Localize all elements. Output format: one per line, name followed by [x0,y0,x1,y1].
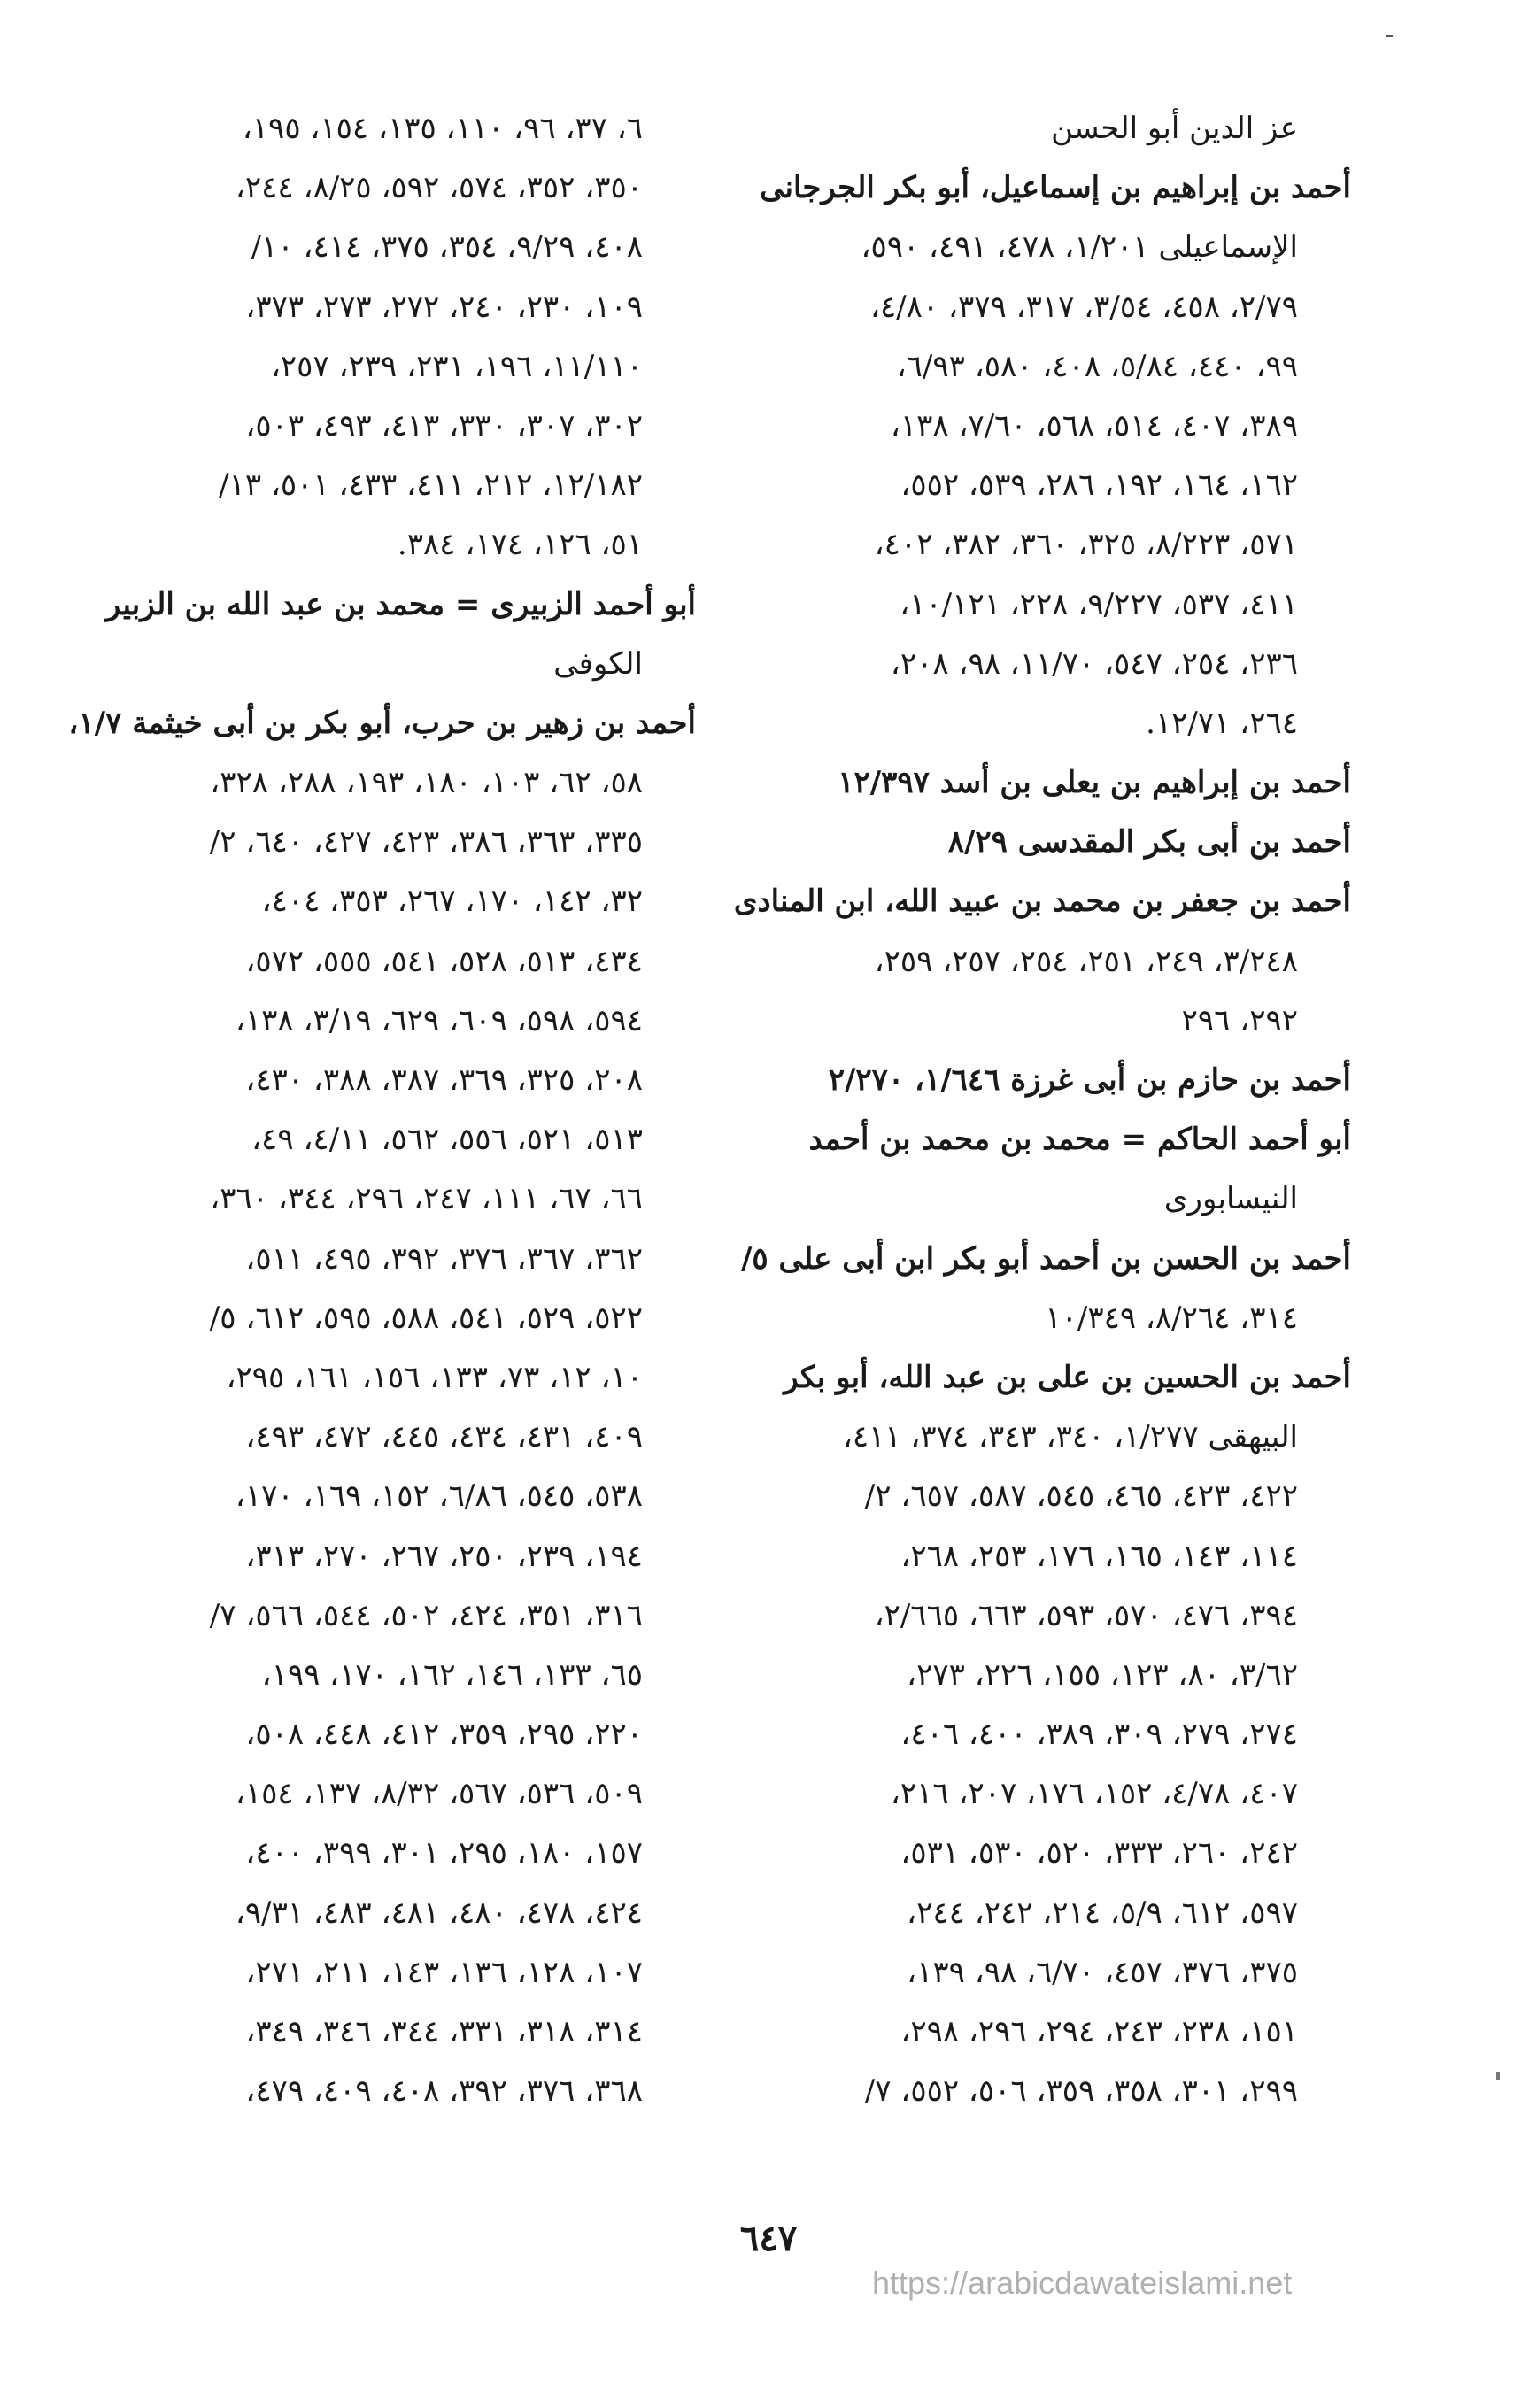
index-entry-line: ١١/١١٠، ١٩٦، ٢٣١، ٢٣٩، ٢٥٧، [270,348,643,384]
index-entry-heading: أبو أحمد الزبيرى = محمد بن عبد الله بن الزبير [105,586,696,622]
index-entry-line: ١٥٧، ١٨٠، ٢٩٥، ٣٠١، ٣٩٩، ٤٠٠، [245,1835,643,1872]
index-entry-line: ٥٢٢، ٥٢٩، ٥٤١، ٥٨٨، ٥٩٥، ٦١٢، ٥/ [209,1300,643,1336]
index-entry-line: ٢٦٤، ١٢/٧١. [1146,705,1298,741]
index-entry-line: ٥٠٩، ٥٣٦، ٥٦٧، ٨/٣٢، ١٣٧، ١٥٤، [235,1776,643,1812]
index-entry-line: ٤٠٧، ٤/٧٨، ١٥٢، ١٧٦، ٢٠٧، ٢١٦، [890,1776,1298,1812]
index-entry-line: ٥١، ١٢٦، ١٧٤، ٣٨٤. [397,527,643,563]
index-entry-line: الكوفى [553,645,643,682]
index-entry-line: ٥٩٤، ٥٩٨، ٦٠٩، ٦٢٩، ٣/١٩، ١٣٨، [235,1002,643,1038]
index-entry-heading: أحمد بن زهير بن حرب، أبو بكر بن أبى خيثمة ١/٧، [68,705,696,741]
index-entry-line: ١٠٧، ١٢٨، ١٣٦، ١٤٣، ٢١١، ٢٧١، [245,1954,643,1990]
index-entry-line: ٤١١، ٥٣٧، ٩/٢٢٧، ٢٢٨، ١٠/١٢١، [900,586,1298,622]
index-entry-line: ٣٢، ١٤٢، ١٧٠، ٢٦٧، ٣٥٣، ٤٠٤، [261,884,643,920]
index-entry-line: ٣٣٥، ٣٦٣، ٣٨٦، ٤٢٣، ٤٢٧، ٦٤٠، ٢/ [209,824,643,861]
index-entry-line: ١٠، ١٢، ٧٣، ١٣٣، ١٥٦، ١٦١، ٢٩٥، [226,1359,643,1395]
index-column-right [733,99,1351,2121]
index-entry-heading: أحمد بن الحسن بن أحمد أبو بكر ابن أبى على ٥/ [740,1240,1351,1277]
index-entry-line: ٣٦٨، ٣٧٦، ٣٩٢، ٤٠٨، ٤٠٩، ٤٧٩، [245,2073,643,2110]
index-entry-line: ٤٠٨، ٩/٢٩، ٣٥٤، ٣٧٥، ٤١٤، ١٠/ [251,229,643,266]
index-entry-line: ٦، ٣٧، ٩٦، ١١٠، ١٣٥، ١٥٤، ١٩٥، [242,111,643,146]
index-entry-line: ٢٢٠، ٢٩٥، ٣٥٩، ٤١٢، ٤٤٨، ٥٠٨، [245,1717,643,1753]
index-entry-line: ٣١٦، ٣٥١، ٤٢٤، ٥٠٢، ٥٤٤، ٥٦٦، ٧/ [209,1597,643,1633]
index-entry-heading: أبو أحمد الحاكم = محمد بن محمد بن أحمد [808,1122,1351,1158]
index-entry-heading: أحمد بن الحسين بن على بن عبد الله، أبو بكر [784,1359,1351,1395]
index-entry-line: ١٢/١٨٢، ٢١٢، ٤١١، ٤٣٣، ٥٠١، ١٣/ [219,467,643,504]
index-entry-heading: أحمد بن حازم بن أبى غرزة ١/٦٤٦، ٢/٢٧٠ [828,1062,1351,1098]
index-entry-line: ٣٠٢، ٣٠٧، ٣٣٠، ٤١٣، ٤٩٣، ٥٠٣، [245,407,643,444]
index-entry-line: ٩٩، ٤٤٠، ٥/٨٤، ٤٠٨، ٥٨٠، ٦/٩٣، [896,348,1298,384]
index-entry-line: ٤٢٢، ٤٢٣، ٤٦٥، ٥٤٥، ٥٨٧، ٦٥٧، ٢/ [864,1478,1298,1515]
index-entry-line: ٣/٢٤٨، ٢٤٩، ٢٥١، ٢٥٤، ٢٥٧، ٢٥٩، [874,943,1298,979]
index-entry-line: ٥٩٧، ٦١٢، ٥/٩، ٢١٤، ٢٤٢، ٢٤٤، [907,1895,1298,1931]
index-entry-line: ١٠٩، ٢٣٠، ٢٤٠، ٢٧٢، ٢٧٣، ٣٧٣، [245,289,643,325]
index-entry-line: ١٦٢، ١٦٤، ١٩٢، ٢٨٦، ٥٣٩، ٥٥٢، [900,467,1298,504]
index-entry-line: البيهقى ١/٢٧٧، ٣٤٠، ٣٤٣، ٣٧٤، ٤١١، [842,1419,1298,1455]
index-entry-line: ٤٢٤، ٤٧٨، ٤٨٠، ٤٨١، ٤٨٣، ٩/٣١، [235,1895,643,1931]
index-entry-line: ٢٤٢، ٢٦٠، ٣٣٣، ٥٢٠، ٥٣٠، ٥٣١، [900,1835,1298,1872]
index-entry-line: ٥٧١، ٨/٢٢٣، ٣٢٥، ٣٦٠، ٣٨٢، ٤٠٢، [874,527,1298,563]
index-entry-line: ٣٩٤، ٤٧٦، ٥٧٠، ٥٩٣، ٦٦٣، ٢/٦٦٥، [874,1597,1298,1633]
index-entry-line: ٥٣٨، ٥٤٥، ٦/٨٦، ١٥٢، ١٦٩، ١٧٠، [235,1478,643,1515]
index-entry-line: ٢٩٢، ٢٩٦ [1181,1002,1298,1038]
index-entry-heading: أحمد بن جعفر بن محمد بن عبيد الله، ابن المنادى [733,884,1351,920]
index-entry-line: ٣٥٠، ٣٥٢، ٥٧٤، ٥٩٢، ٨/٢٥، ٢٤٤، [235,170,643,206]
index-entry-line: ٥٨، ٦٢، ١٠٣، ١٨٠، ١٩٣، ٢٨٨، ٣٢٨، [210,765,643,801]
index-column-left [68,99,696,2121]
scan-mark [1386,35,1393,37]
index-entry-line: الإسماعيلى ١/٢٠١، ٤٧٨، ٤٩١، ٥٩٠، [861,229,1298,266]
index-entry-heading: أحمد بن إبراهيم بن يعلى بن أسد ١٢/٣٩٧ [838,765,1351,801]
index-entry-line: ١٩٤، ٢٣٩، ٢٥٠، ٢٦٧، ٢٧٠، ٣١٣، [245,1538,643,1574]
index-entry-line: ٦٦، ٦٧، ١١١، ٢٤٧، ٢٩٦، ٣٤٤، ٣٦٠، [210,1181,643,1217]
index-entry-heading: أحمد بن إبراهيم بن إسماعيل، أبو بكر الجرجانى [760,170,1351,206]
index-entry-line: ٣٧٥، ٣٧٦، ٤٥٧، ٦/٧٠، ٩٨، ١٣٩، [907,1954,1298,1990]
index-entry-line: ٢/٧٩، ٤٥٨، ٣/٥٤، ٣١٧، ٣٧٩، ٤/٨٠، [869,289,1298,325]
index-entry-line: ٢٧٤، ٢٧٩، ٣٠٩، ٣٨٩، ٤٠٠، ٤٠٦، [900,1717,1298,1753]
index-entry-line: ٤٣٤، ٥١٣، ٥٢٨، ٥٤١، ٥٥٥، ٥٧٢، [245,943,643,979]
index-entry-line: ٣٨٩، ٤٠٧، ٥١٤، ٥٦٨، ٧/٦٠، ١٣٨، [890,407,1298,444]
index-entry-line: ٢٩٩، ٣٠١، ٣٥٨، ٣٥٩، ٥٠٦، ٥٥٢، ٧/ [864,2073,1298,2110]
index-entry-line: ١٥١، ٢٣٨، ٢٤٣، ٢٩٤، ٢٩٦، ٢٩٨، [900,2014,1298,2049]
scan-mark [1496,2072,1500,2080]
index-entry-line: ٣١٤، ٣١٨، ٣٣١، ٣٤٤، ٣٤٦، ٣٤٩، [245,2014,643,2049]
index-entry-line: ٦٥، ١٣٣، ١٤٦، ١٦٢، ١٧٠، ١٩٩، [261,1656,643,1693]
index-entry-line: ٢٠٨، ٣٢٥، ٣٦٩، ٣٨٧، ٣٨٨، ٤٣٠، [245,1062,643,1098]
index-entry-line: ٥١٣، ٥٢١، ٥٥٦، ٥٦٢، ٤/١١، ٤٩، [251,1122,643,1158]
index-entry-line: ٣١٤، ٨/٢٦٤، ١٠/٣٤٩ [1045,1300,1298,1336]
index-entry-line: النيسابورى [1163,1181,1298,1217]
index-entry-line: ٣/٦٢، ٨٠، ١٢٣، ١٥٥، ٢٢٦، ٢٧٣، [907,1656,1298,1693]
page-number: ٦٤٧ [739,2218,798,2259]
index-entry-line: ١١٤، ١٤٣، ١٦٥، ١٧٦، ٢٥٣، ٢٦٨، [900,1538,1298,1574]
index-entry-line: ٤٠٩، ٤٣١، ٤٣٤، ٤٤٥، ٤٧٢، ٤٩٣، [245,1419,643,1455]
index-entry-heading: أحمد بن أبى بكر المقدسى ٨/٢٩ [947,824,1351,861]
index-entry-line: ٢٣٦، ٢٥٤، ٥٤٧، ١١/٧٠، ٩٨، ٢٠٨، [890,645,1298,682]
watermark-url: https://arabicdawateislami.net [872,2265,1293,2301]
index-entry-line: عز الدين أبو الحسن [1051,111,1298,146]
index-entry-line: ٣٦٢، ٣٦٧، ٣٧٦، ٣٩٢، ٤٩٥، ٥١١، [245,1240,643,1277]
